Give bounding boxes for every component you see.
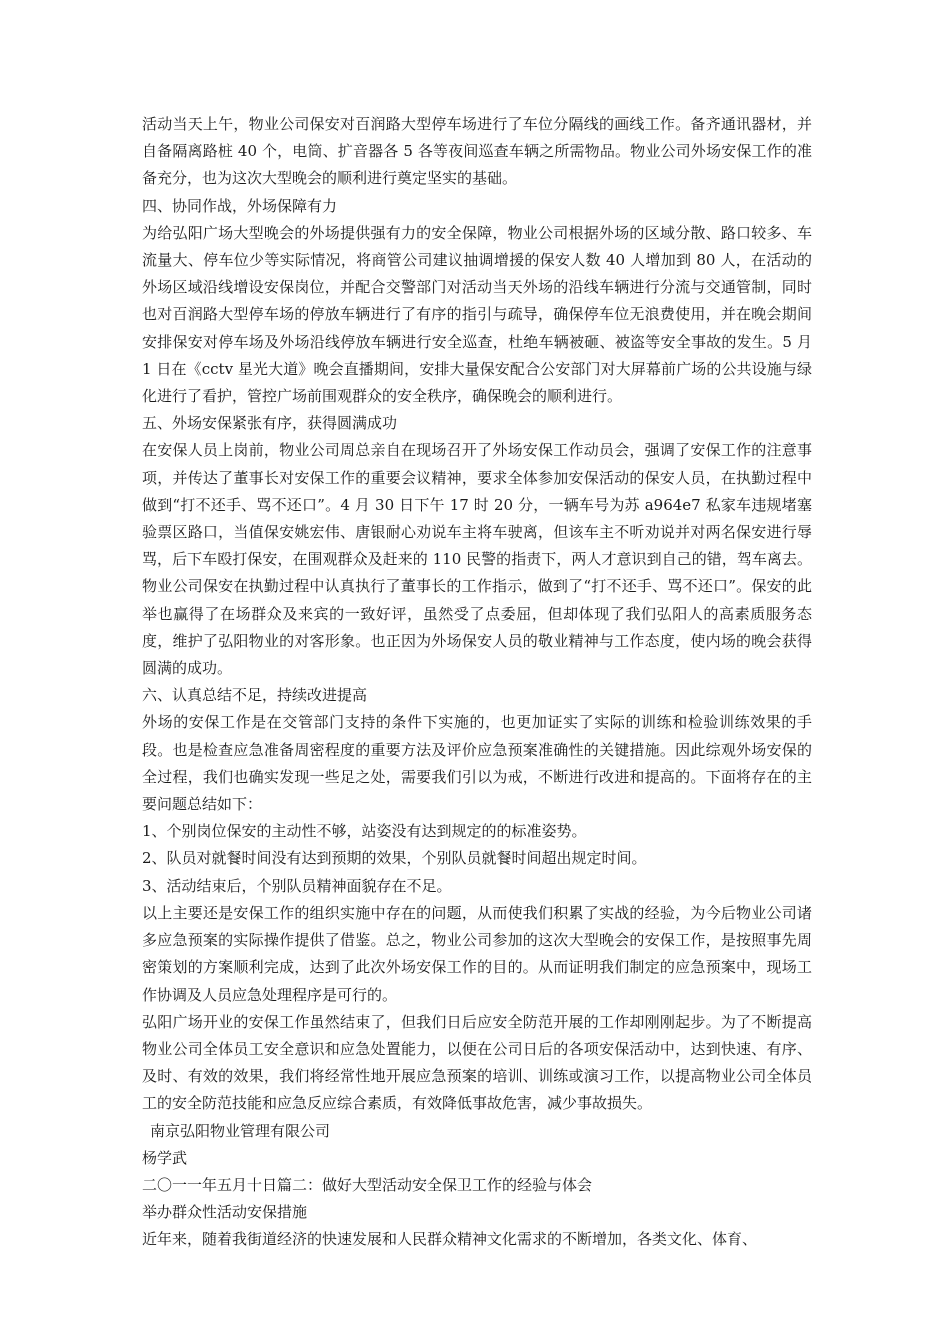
section-heading: 举办群众性活动安保措施 xyxy=(142,1203,308,1222)
signature-name: 杨学武 xyxy=(142,1148,188,1167)
body-paragraph: 在安保人员上岗前，物业公司周总亲自在现场召开了外场安保工作动员会，强调了安保工作的注意事项，并传达了董事长对安保工作的重要会议精神，要求全体参加安保活动的保安人员，在执勤过程中做到“打不还手、骂不还口”。4 月 30 日下午 17 时 20 分，一辆车号为苏 a964e7 私家车违规堵塞验票区路口，当值保安姚宏伟、唐银耐心劝说车主将车驶离，但该车主不听劝说并对两名保安进行辱骂，后下车殴打保安，在围观群众及赶来的 110 民警的指责下，两人才意识到自己的错，驾车离去。物业公司保安在执勤过程中认真执行了董事长的工作指示，做到了“打不还手、骂不还口”。保安的此举也赢得了在场群众及来宾的一致好评，虽然受了点委屈，但却体现了我们弘阳人的高素质服务态度，维护了弘阳物业的对客形象。也正因为外场保安人员的敬业精神与工作态度，使内场的晚会获得圆满的成功。 xyxy=(142,441,812,678)
body-paragraph: 弘阳广场开业的安保工作虽然结束了，但我们日后应安全防范开展的工作却刚刚起步。为了不断提高物业公司全体员工安全意识和应急处置能力，以便在公司日后的各项安保活动中，达到快速、有序、及时、有效的效果，我们将经常性地开展应急预案的培训、训练或演习工作，以提高物业公司全体员工的安全防范技能和应急反应综合素质，有效降低事故危害，减少事故损失。 xyxy=(142,1012,812,1113)
body-paragraph: 以上主要还是安保工作的组织实施中存在的问题，从而使我们积累了实战的经验，为今后物业公司诸多应急预案的实际操作提供了借鉴。总之，物业公司参加的这次大型晚会的安保工作，是按照事先周密策划的方案顺利完成，达到了此次外场安保工作的目的。从而证明我们制定的应急预案中，现场工作协调及人员应急处理程序是可行的。 xyxy=(142,903,812,1004)
list-item: 1、个别岗位保安的主动性不够，站姿没有达到规定的的标准姿势。 xyxy=(142,822,587,841)
date-and-next-title: 二〇一一年五月十日篇二：做好大型活动安全保卫工作的经验与体会 xyxy=(142,1175,593,1194)
section-heading: 四、协同作战，外场保障有力 xyxy=(142,196,338,215)
body-paragraph: 近年来，随着我街道经济的快速发展和人民群众精神文化需求的不断增加，各类文化、体育、 xyxy=(142,1230,758,1249)
body-paragraph: 为给弘阳广场大型晚会的外场提供强有力的安全保障，物业公司根据外场的区域分散、路口较多、车流量大、停车位少等实际情况，将商管公司建议抽调增援的保安人数 40 人增加到 80 人，在活动的外场区域沿线增设安保岗位，并配合交警部门对活动当天外场的沿线车辆进行分流与交通管制，同时也对百润路大型停车场的停放车辆进行了有序的指引与疏导，确保停车位无浪费使用，并在晚会期间安排保安对停车场及外场沿线停放车辆进行安全巡查，杜绝车辆被砸、被盗等安全事故的发生。5 月 1 日在《cctv 星光大道》晚会直播期间，安排大量保安配合公安部门对大屏幕前广场的公共设施与绿化进行了看护，管控广场前围观群众的安全秩序，确保晚会的顺利进行。 xyxy=(142,223,812,406)
section-heading: 六、认真总结不足，持续改进提高 xyxy=(142,686,368,705)
list-item: 3、活动结束后，个别队员精神面貌存在不足。 xyxy=(142,876,452,895)
list-item: 2、队员对就餐时间没有达到预期的效果，个别队员就餐时间超出规定时间。 xyxy=(142,849,647,868)
section-heading: 五、外场安保紧张有序，获得圆满成功 xyxy=(142,414,398,433)
body-paragraph: 活动当天上午，物业公司保安对百润路大型停车场进行了车位分隔线的画线工作。备齐通讯器材，并自备隔离路桩 40 个，电筒、扩音器各 5 各等夜间巡查车辆之所需物品。物业公司外场安保工作的准备充分，也为这次大型晚会的顺利进行奠定坚实的基础。 xyxy=(142,115,812,188)
signature-company: 南京弘阳物业管理有限公司 xyxy=(150,1121,331,1140)
document-page xyxy=(142,111,812,1254)
body-paragraph: 外场的安保工作是在交管部门支持的条件下实施的，也更加证实了实际的训练和检验训练效果的手段。也是检查应急准备周密程度的重要方法及评价应急预案准确性的关键措施。因此综观外场安保的全过程，我们也确实发现一些足之处，需要我们引以为戒，不断进行改进和提高的。下面将存在的主要问题总结如下： xyxy=(142,713,812,814)
